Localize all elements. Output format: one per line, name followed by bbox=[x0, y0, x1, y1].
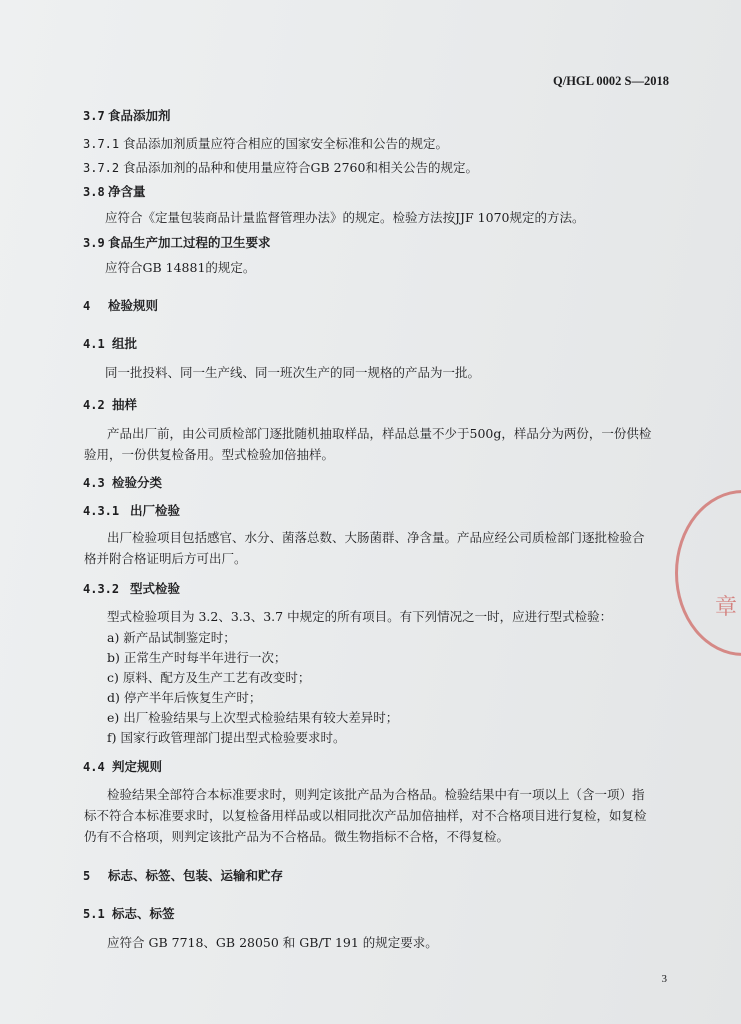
paragraph-line: 食品添加剂的品种和使用量应符合GB 2760和相关公告的规定。 bbox=[123, 160, 478, 175]
section-heading: 食品添加剂 bbox=[108, 108, 171, 123]
section-number: 3.8 bbox=[83, 185, 105, 199]
standard-code-header: Q/HGL 0002 S—2018 bbox=[553, 74, 669, 88]
paragraph-line: 同一批投料、同一生产线、同一班次生产的同一规格的产品为一批。 bbox=[105, 365, 481, 380]
section-number: 4.1 bbox=[83, 337, 105, 351]
section-number: 4.2 bbox=[83, 398, 105, 412]
section-number: 3.7.1 bbox=[83, 137, 120, 151]
paragraph-line: 产品出厂前，由公司质检部门逐批随机抽取样品，样品总量不少于500g，样品分为两份，一份供检 bbox=[107, 426, 652, 441]
paragraph-line: b) 正常生产时每半年进行一次； bbox=[107, 650, 287, 665]
section-number: 3.7 bbox=[83, 109, 105, 123]
paragraph-line: 应符合《定量包装商品计量监督管理办法》的规定。检验方法按JJF 1070规定的方法。 bbox=[105, 210, 585, 225]
section-heading: 抽样 bbox=[112, 397, 138, 412]
section-heading: 检验分类 bbox=[112, 475, 163, 490]
red-seal-stamp bbox=[675, 490, 741, 656]
paragraph-line: 型式检验项目为 3.2、3.3、3.7 中规定的所有项目。有下列情况之一时，应进行型式检验： bbox=[107, 609, 613, 624]
section-number: 5 bbox=[83, 869, 91, 883]
section-number: 3.7.2 bbox=[83, 161, 120, 175]
section-number: 4.3.2 bbox=[83, 582, 120, 596]
paragraph-line: a) 新产品试制鉴定时； bbox=[107, 630, 236, 645]
paragraph-line: f) 国家行政管理部门提出型式检验要求时。 bbox=[107, 730, 346, 745]
section-heading: 判定规则 bbox=[112, 759, 163, 774]
section-heading: 标志、标签、包装、运输和贮存 bbox=[108, 868, 284, 883]
paragraph-line: 食品添加剂质量应符合相应的国家安全标准和公告的规定。 bbox=[123, 136, 449, 151]
section-heading: 出厂检验 bbox=[130, 503, 181, 518]
section-number: 4 bbox=[83, 299, 91, 313]
paragraph-line: 应符合GB 14881的规定。 bbox=[105, 260, 256, 275]
seal-fragment-icon: 章 bbox=[714, 595, 737, 620]
section-heading: 净含量 bbox=[108, 184, 146, 199]
section-heading: 检验规则 bbox=[108, 298, 159, 313]
paragraph-line: 验用，一份供复检备用。型式检验加倍抽样。 bbox=[84, 447, 335, 462]
paragraph-line: 出厂检验项目包括感官、水分、菌落总数、大肠菌群、净含量。产品应经公司质检部门逐批检验合 bbox=[107, 530, 645, 545]
paragraph-line: c) 原料、配方及生产工艺有改变时； bbox=[107, 670, 311, 685]
paragraph-line: 检验结果全部符合本标准要求时，则判定该批产品为合格品。检验结果中有一项以上（含一项）指 bbox=[107, 787, 645, 802]
paragraph-line: e) 出厂检验结果与上次型式检验结果有较大差异时； bbox=[107, 710, 399, 725]
paragraph-line: 标不符合本标准要求时，以复检备用样品或以相同批次产品加倍抽样，对不合格项目进行复检，如复检 bbox=[84, 808, 647, 823]
section-heading: 食品生产加工过程的卫生要求 bbox=[108, 235, 271, 250]
section-heading: 标志、标签 bbox=[112, 906, 175, 921]
section-number: 5.1 bbox=[83, 907, 105, 921]
section-number: 3.9 bbox=[83, 236, 105, 250]
section-number: 4.4 bbox=[83, 760, 105, 774]
section-number: 4.3.1 bbox=[83, 504, 120, 518]
paragraph-line: d) 停产半年后恢复生产时； bbox=[107, 690, 262, 705]
paragraph-line: 仍有不合格项，则判定该批产品为不合格品。微生物指标不合格，不得复检。 bbox=[84, 829, 510, 844]
paragraph-line: 格并附合格证明后方可出厂。 bbox=[84, 551, 247, 566]
section-heading: 组批 bbox=[112, 336, 138, 351]
page-number: 3 bbox=[661, 973, 667, 985]
paragraph-line: 应符合 GB 7718、GB 28050 和 GB/T 191 的规定要求。 bbox=[107, 935, 438, 950]
section-heading: 型式检验 bbox=[130, 581, 181, 596]
section-number: 4.3 bbox=[83, 476, 105, 490]
